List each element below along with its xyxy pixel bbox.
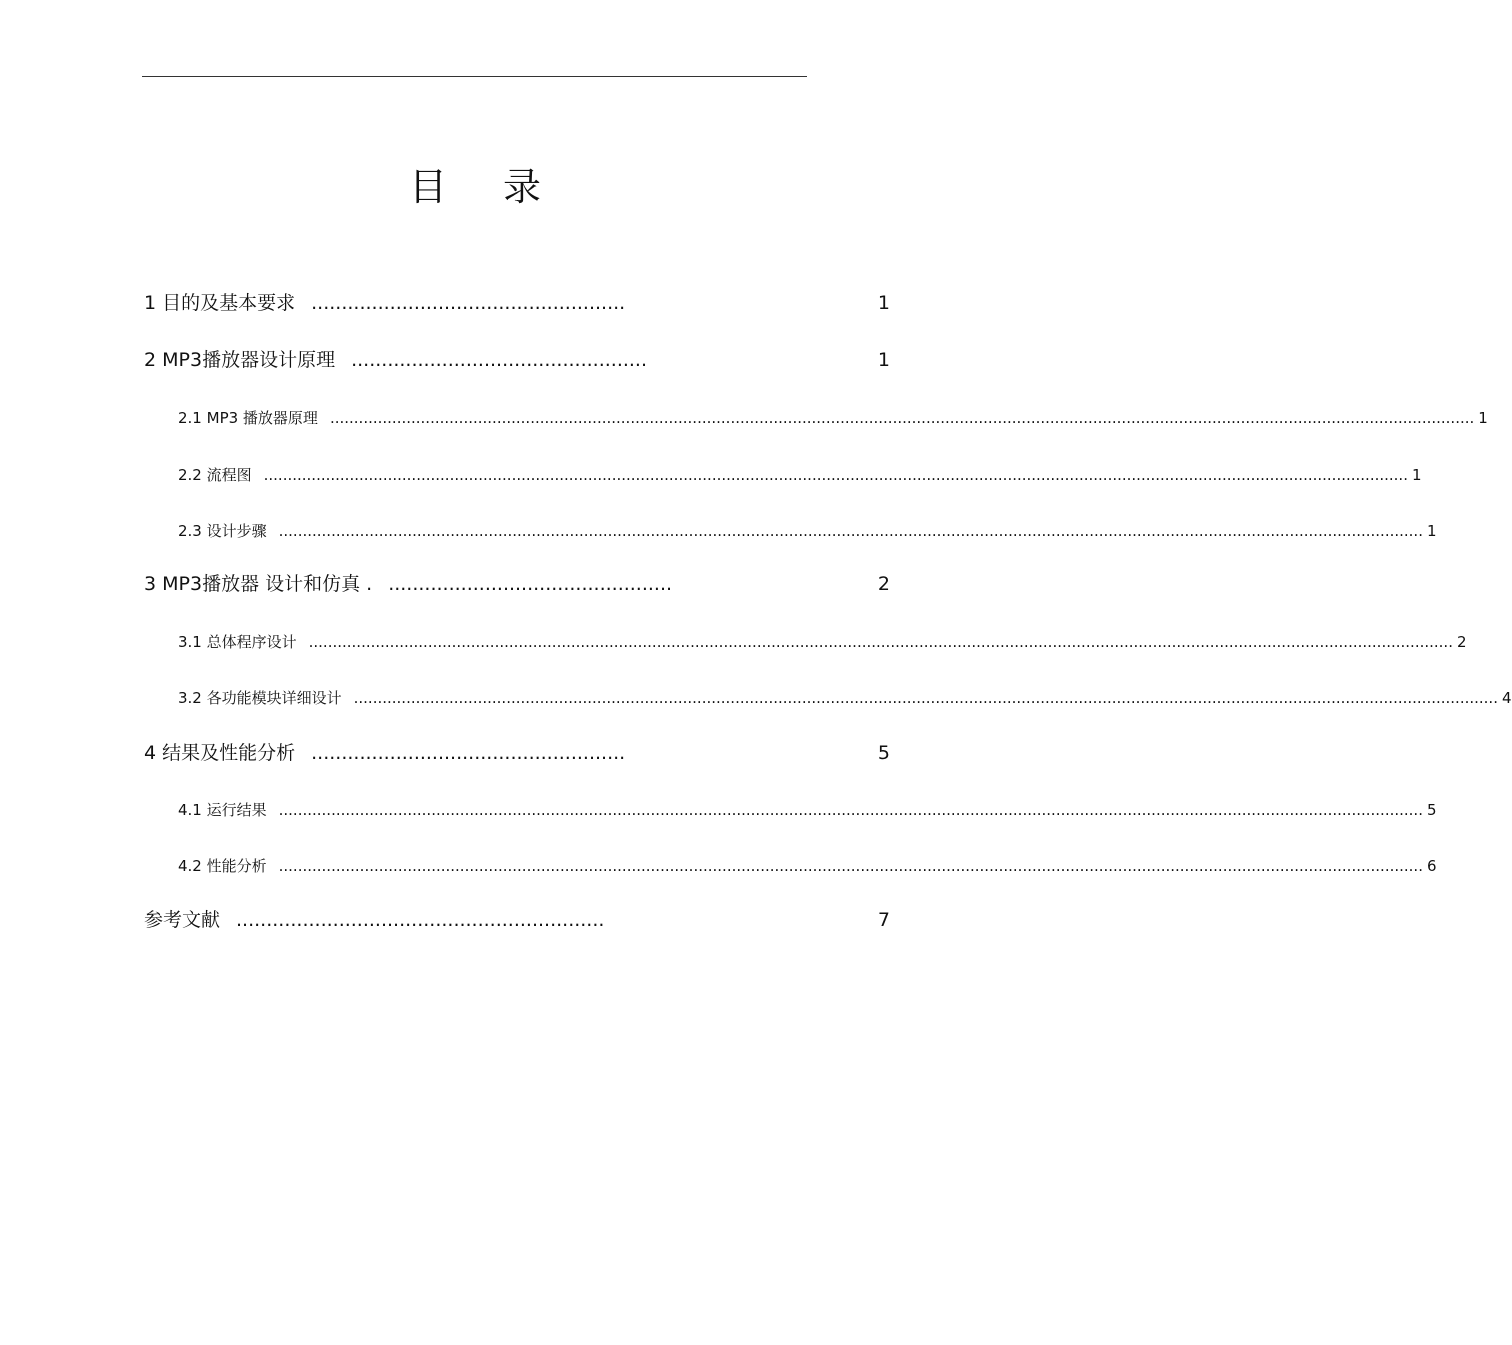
toc-entry-page: 5 [877, 742, 890, 764]
toc-entry-leader: ................................................................................................................................................................................................................................................ [278, 522, 1423, 540]
toc-entry-page: 2 [1456, 633, 1467, 651]
toc-entry-label: 1 目的及基本要求 [144, 292, 296, 314]
toc-entry-label: 4.1 运行结果 [178, 801, 267, 819]
toc-entry-leader: ............................................... [388, 573, 673, 595]
toc-entry-leader: ................................................................................................................................................................................................................................................ [278, 857, 1423, 875]
toc-entry-page: 1 [1478, 409, 1488, 427]
toc-entry[interactable] [178, 798, 1437, 822]
toc-entry[interactable] [144, 741, 890, 765]
toc-entry-label: 2.3 设计步骤 [178, 522, 267, 540]
toc-entry-leader: .................................................... [311, 292, 626, 314]
toc-entry-page: 1 [1426, 522, 1437, 540]
toc-entry[interactable] [144, 908, 890, 932]
toc-entry-label: 3.1 总体程序设计 [178, 633, 297, 651]
toc-entry-leader: ................................................. [351, 349, 648, 371]
toc-entry-label: 2.1 MP3 播放器原理 [178, 409, 318, 427]
toc-entry[interactable] [144, 572, 890, 596]
toc-entry[interactable] [144, 348, 890, 372]
toc-entry-label: 4 结果及性能分析 [144, 742, 296, 764]
toc-entry-page: 7 [877, 909, 890, 931]
toc-entry-leader: ................................................................................................................................................................................................................................................ [308, 633, 1453, 651]
toc-title: 目 录 [408, 165, 564, 209]
toc-entry-label: 参考文献 [144, 909, 221, 931]
toc-entry-leader: ................................................................................................................................................................................................................................................ [278, 801, 1423, 819]
toc-entry-label: 3.2 各功能模块详细设计 [178, 689, 342, 707]
toc-entry-page: 1 [877, 292, 890, 314]
toc-entry-page: 1 [877, 349, 890, 371]
toc-entry[interactable] [178, 463, 1422, 487]
toc-entry-leader: ................................................................................................................................................................................................................................................ [263, 466, 1408, 484]
toc-entry[interactable] [178, 519, 1437, 543]
toc-entry-label: 2.2 流程图 [178, 466, 252, 484]
toc-entry-leader: ................................................................................................................................................................................................................................................ [329, 409, 1475, 427]
toc-entry-page: 4 [1501, 689, 1512, 707]
toc-entry-leader: ............................................................. [236, 909, 605, 931]
toc-entry[interactable] [178, 854, 1437, 878]
toc-entry-page: 2 [877, 573, 890, 595]
toc-entry-page: 5 [1426, 801, 1437, 819]
toc-entry-leader: ................................................................................................................................................................................................................................................ [353, 689, 1498, 707]
toc-entry[interactable] [144, 291, 890, 315]
toc-entry-label: 2 MP3播放器设计原理 [144, 349, 336, 371]
toc-entry[interactable] [178, 686, 1512, 710]
toc-entry[interactable] [178, 630, 1467, 654]
toc-entry-label: 4.2 性能分析 [178, 857, 267, 875]
toc-entry[interactable] [178, 406, 1488, 430]
toc-entry-page: 6 [1426, 857, 1437, 875]
toc-entry-page: 1 [1411, 466, 1422, 484]
toc-entry-leader: .................................................... [311, 742, 626, 764]
toc-entry-label: 3 MP3播放器 设计和仿真 . [144, 573, 373, 595]
